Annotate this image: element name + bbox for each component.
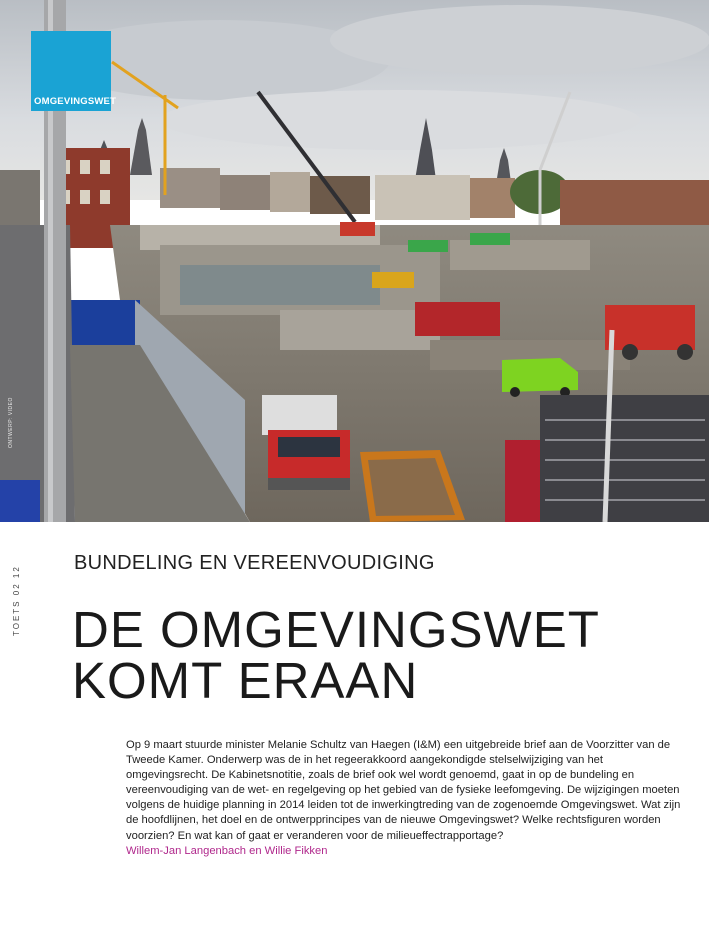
article-authors: Willem-Jan Langenbach en Willie Fikken [126, 844, 328, 857]
magazine-issue-label: TOETS 02 12 [12, 565, 21, 636]
intro-text: Op 9 maart stuurde minister Melanie Schultz van Haegen (I&M) een uitgebreide brief aan de Voorzitter van de Tweede Kamer. Onderwerp was de in het regeerakkoord aangekondigde stelselwijziging van het omgevingsrecht. De Kabinetsnotitie, zoals de brief ook wel wordt genoemd, gaat in op de bundeling en vereenvoudiging van de wet- en regelgeving op het gebied van de fysieke leefomgeving. De wijzigingen moeten volgens de huidige planning in 2014 leiden tot de inwerkingtreding van de zogenoemde Omgevingswet. Wat zijn de hoofdlijnen, het doel en de ontwerpprincipes van de nieuwe Omgevingswet? Welke rechtsfiguren worden voorzien? En wat kan of gaat er veranderen voor de milieueffectrapportage? [126, 739, 681, 842]
title-line-1: DE OMGEVINGSWET [72, 601, 600, 658]
photo-credit: ONTWERP: VIDEO [8, 397, 14, 448]
article-intro [126, 738, 686, 859]
article-title [72, 601, 600, 709]
title-line-2: KOMT ERAAN [72, 652, 419, 709]
section-tag-label: OMGEVINGSWET [34, 96, 117, 107]
article-kicker: BUNDELING EN VEREENVOUDIGING [74, 552, 435, 574]
section-tag [31, 31, 117, 111]
